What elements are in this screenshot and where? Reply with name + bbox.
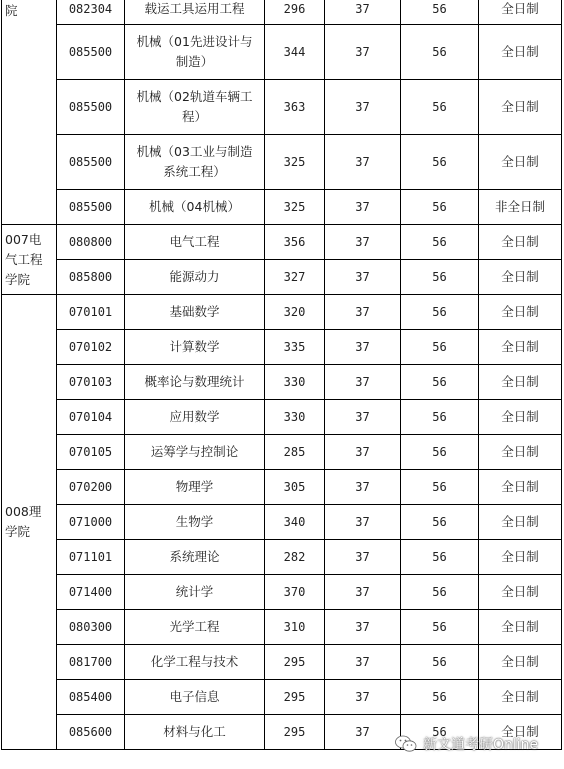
study-mode-cell: 全日制	[479, 80, 562, 135]
study-mode-cell: 非全日制	[479, 190, 562, 225]
foreign-language-score-cell: 56	[401, 25, 479, 80]
politics-score-cell: 37	[325, 365, 401, 400]
foreign-language-score-cell: 56	[401, 80, 479, 135]
politics-score-cell: 37	[325, 225, 401, 260]
total-score-cell: 295	[265, 680, 325, 715]
foreign-language-score-cell: 56	[401, 680, 479, 715]
total-score-cell: 295	[265, 645, 325, 680]
major-code-cell: 080800	[57, 225, 125, 260]
foreign-language-score-cell: 56	[401, 540, 479, 575]
foreign-language-score-cell: 56	[401, 435, 479, 470]
watermark-text: 新文道考研Online	[423, 737, 539, 753]
total-score-cell: 296	[265, 0, 325, 25]
watermark	[395, 731, 538, 757]
total-score-cell: 356	[265, 225, 325, 260]
study-mode-cell: 全日制	[479, 400, 562, 435]
major-name-cell: 机械（04机械）	[125, 190, 265, 225]
foreign-language-score-cell: 56	[401, 0, 479, 25]
politics-score-cell: 37	[325, 470, 401, 505]
study-mode-cell: 全日制	[479, 470, 562, 505]
politics-score-cell: 37	[325, 135, 401, 190]
study-mode-cell: 全日制	[479, 505, 562, 540]
major-name-cell: 运筹学与控制论	[125, 435, 265, 470]
major-name-cell: 能源动力	[125, 260, 265, 295]
table-row	[2, 645, 562, 680]
table-row	[2, 400, 562, 435]
major-name-cell: 化学工程与技术	[125, 645, 265, 680]
table-row	[2, 295, 562, 330]
major-name-cell: 系统理论	[125, 540, 265, 575]
table-row	[2, 0, 562, 25]
major-name-cell: 光学工程	[125, 610, 265, 645]
foreign-language-score-cell: 56	[401, 135, 479, 190]
study-mode-cell: 全日制	[479, 645, 562, 680]
major-code-cell: 080300	[57, 610, 125, 645]
foreign-language-score-cell: 56	[401, 645, 479, 680]
foreign-language-score-cell: 56	[401, 225, 479, 260]
table-row	[2, 80, 562, 135]
study-mode-cell: 全日制	[479, 610, 562, 645]
college-cell: 院	[2, 0, 57, 225]
major-code-cell: 071400	[57, 575, 125, 610]
total-score-cell: 285	[265, 435, 325, 470]
wechat-icon	[395, 735, 417, 753]
table-row	[2, 225, 562, 260]
major-name-cell: 电子信息	[125, 680, 265, 715]
major-code-cell: 070101	[57, 295, 125, 330]
foreign-language-score-cell: 56	[401, 505, 479, 540]
major-code-cell: 082304	[57, 0, 125, 25]
foreign-language-score-cell: 56	[401, 470, 479, 505]
politics-score-cell: 37	[325, 575, 401, 610]
study-mode-cell: 全日制	[479, 575, 562, 610]
table-row	[2, 260, 562, 295]
table-row	[2, 435, 562, 470]
total-score-cell: 305	[265, 470, 325, 505]
major-name-cell: 统计学	[125, 575, 265, 610]
major-name-cell: 应用数学	[125, 400, 265, 435]
politics-score-cell: 37	[325, 25, 401, 80]
study-mode-cell: 全日制	[479, 540, 562, 575]
foreign-language-score-cell: 56	[401, 260, 479, 295]
major-code-cell: 085600	[57, 715, 125, 750]
total-score-cell: 320	[265, 295, 325, 330]
total-score-cell: 330	[265, 400, 325, 435]
score-table	[1, 0, 562, 750]
study-mode-cell: 全日制	[479, 330, 562, 365]
total-score-cell: 325	[265, 190, 325, 225]
table-row	[2, 25, 562, 80]
major-code-cell: 070102	[57, 330, 125, 365]
major-name-cell: 物理学	[125, 470, 265, 505]
major-code-cell: 085500	[57, 80, 125, 135]
major-name-cell: 机械（02轨道车辆工程）	[125, 80, 265, 135]
foreign-language-score-cell: 56	[401, 610, 479, 645]
table-row	[2, 365, 562, 400]
politics-score-cell: 37	[325, 680, 401, 715]
total-score-cell: 344	[265, 25, 325, 80]
foreign-language-score-cell: 56	[401, 715, 479, 750]
politics-score-cell: 37	[325, 505, 401, 540]
politics-score-cell: 37	[325, 715, 401, 750]
major-name-cell: 计算数学	[125, 330, 265, 365]
foreign-language-score-cell: 56	[401, 575, 479, 610]
study-mode-cell: 全日制	[479, 25, 562, 80]
major-code-cell: 085400	[57, 680, 125, 715]
major-name-cell: 概率论与数理统计	[125, 365, 265, 400]
table-row	[2, 470, 562, 505]
major-name-cell: 机械（01先进设计与制造）	[125, 25, 265, 80]
foreign-language-score-cell: 56	[401, 330, 479, 365]
politics-score-cell: 37	[325, 80, 401, 135]
major-code-cell: 085800	[57, 260, 125, 295]
total-score-cell: 340	[265, 505, 325, 540]
table-row	[2, 540, 562, 575]
study-mode-cell: 全日制	[479, 135, 562, 190]
study-mode-cell: 全日制	[479, 715, 562, 750]
total-score-cell: 325	[265, 135, 325, 190]
major-code-cell: 085500	[57, 25, 125, 80]
major-name-cell: 机械（03工业与制造系统工程）	[125, 135, 265, 190]
study-mode-cell: 全日制	[479, 680, 562, 715]
study-mode-cell: 全日制	[479, 225, 562, 260]
major-name-cell: 生物学	[125, 505, 265, 540]
politics-score-cell: 37	[325, 400, 401, 435]
major-code-cell: 070104	[57, 400, 125, 435]
politics-score-cell: 37	[325, 260, 401, 295]
table-row	[2, 575, 562, 610]
major-code-cell: 085500	[57, 190, 125, 225]
major-code-cell: 070200	[57, 470, 125, 505]
major-name-cell: 基础数学	[125, 295, 265, 330]
politics-score-cell: 37	[325, 0, 401, 25]
foreign-language-score-cell: 56	[401, 400, 479, 435]
politics-score-cell: 37	[325, 540, 401, 575]
foreign-language-score-cell: 56	[401, 190, 479, 225]
total-score-cell: 370	[265, 575, 325, 610]
politics-score-cell: 37	[325, 295, 401, 330]
total-score-cell: 295	[265, 715, 325, 750]
table-row	[2, 330, 562, 365]
major-name-cell: 材料与化工	[125, 715, 265, 750]
total-score-cell: 282	[265, 540, 325, 575]
major-code-cell: 081700	[57, 645, 125, 680]
major-code-cell: 071101	[57, 540, 125, 575]
politics-score-cell: 37	[325, 190, 401, 225]
total-score-cell: 327	[265, 260, 325, 295]
major-code-cell: 070105	[57, 435, 125, 470]
table-row	[2, 680, 562, 715]
table-row	[2, 505, 562, 540]
politics-score-cell: 37	[325, 330, 401, 365]
study-mode-cell: 全日制	[479, 435, 562, 470]
total-score-cell: 330	[265, 365, 325, 400]
college-cell: 008理学院	[2, 295, 57, 750]
major-code-cell: 071000	[57, 505, 125, 540]
study-mode-cell: 全日制	[479, 0, 562, 25]
major-name-cell: 载运工具运用工程	[125, 0, 265, 25]
total-score-cell: 310	[265, 610, 325, 645]
study-mode-cell: 全日制	[479, 295, 562, 330]
college-cell: 007电气工程学院	[2, 225, 57, 295]
politics-score-cell: 37	[325, 610, 401, 645]
study-mode-cell: 全日制	[479, 260, 562, 295]
total-score-cell: 363	[265, 80, 325, 135]
foreign-language-score-cell: 56	[401, 295, 479, 330]
table-row	[2, 135, 562, 190]
major-code-cell: 070103	[57, 365, 125, 400]
table-row	[2, 190, 562, 225]
total-score-cell: 335	[265, 330, 325, 365]
politics-score-cell: 37	[325, 645, 401, 680]
study-mode-cell: 全日制	[479, 365, 562, 400]
major-code-cell: 085500	[57, 135, 125, 190]
politics-score-cell: 37	[325, 435, 401, 470]
foreign-language-score-cell: 56	[401, 365, 479, 400]
table-row	[2, 610, 562, 645]
major-name-cell: 电气工程	[125, 225, 265, 260]
